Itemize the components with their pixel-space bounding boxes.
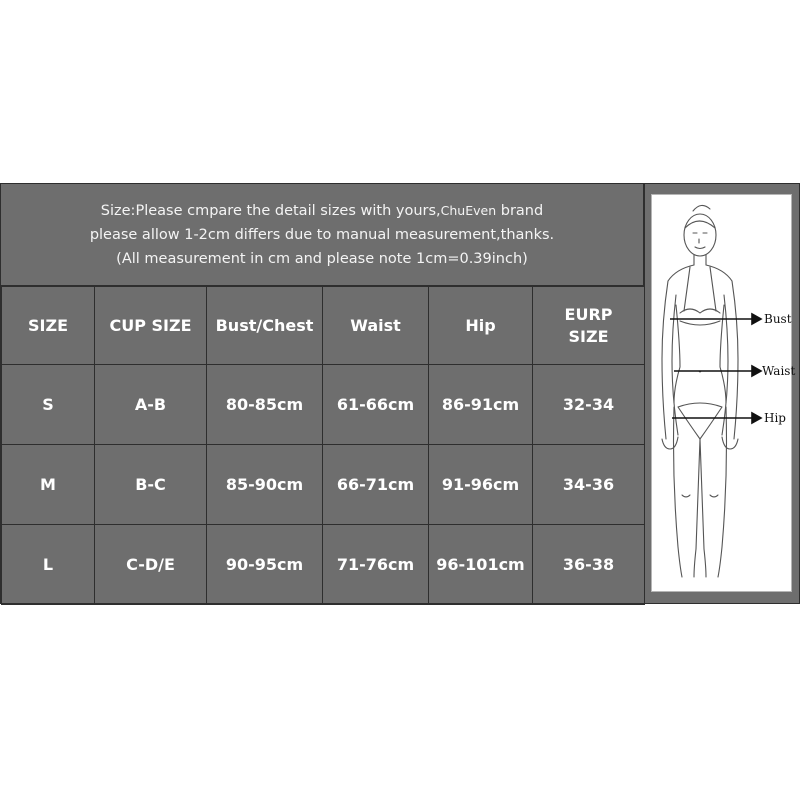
- cell-hip: 91-96cm: [429, 445, 533, 525]
- cell-cup-size: B-C: [95, 445, 207, 525]
- hip-label: Hip: [764, 411, 786, 425]
- notice-line-1-prefix: Size:Please cmpare the detail sizes with yours,: [100, 202, 441, 219]
- size-chart: [0, 183, 800, 604]
- measurement-figure-panel: [644, 184, 799, 603]
- cell-waist: 71-76cm: [323, 525, 429, 605]
- bust-arrow-icon: [752, 314, 761, 324]
- cell-waist: 66-71cm: [323, 445, 429, 525]
- cell-size: S: [2, 365, 95, 445]
- notice-line-1: [101, 199, 543, 223]
- header-eurp-size: EURP SIZE: [533, 287, 645, 365]
- cell-bust: 80-85cm: [207, 365, 323, 445]
- notice-line-3: (All measurement in cm and please note 1cm=0.39inch): [116, 250, 528, 267]
- cell-bust: 85-90cm: [207, 445, 323, 525]
- cell-waist: 61-66cm: [323, 365, 429, 445]
- table-header-row: [2, 287, 645, 365]
- cell-size: L: [2, 525, 95, 605]
- waist-arrow-icon: [752, 366, 761, 376]
- waist-label: Waist: [762, 364, 796, 378]
- brand-name: ChuEven: [440, 202, 497, 218]
- header-cup-size: CUP SIZE: [95, 287, 207, 365]
- header-bust-chest: Bust/Chest: [207, 287, 323, 365]
- cell-bust: 90-95cm: [207, 525, 323, 605]
- hip-arrow-icon: [752, 413, 761, 423]
- cell-eurp-size: 36-38: [533, 525, 645, 605]
- measurement-figure: [651, 194, 796, 592]
- cell-eurp-size: 34-36: [533, 445, 645, 525]
- header-waist: Waist: [323, 287, 429, 365]
- cell-cup-size: C-D/E: [95, 525, 207, 605]
- size-table: [1, 286, 645, 605]
- notice-line-1-suffix: brand: [496, 202, 544, 219]
- cell-size: M: [2, 445, 95, 525]
- size-notice: [1, 184, 644, 286]
- cell-cup-size: A-B: [95, 365, 207, 445]
- body-outline-illustration: [652, 195, 796, 593]
- table-row: [2, 525, 645, 605]
- cell-hip: 86-91cm: [429, 365, 533, 445]
- cell-eurp-size: 32-34: [533, 365, 645, 445]
- table-row: [2, 365, 645, 445]
- bust-label: Bust: [764, 312, 792, 326]
- header-hip: Hip: [429, 287, 533, 365]
- cell-hip: 96-101cm: [429, 525, 533, 605]
- header-size: SIZE: [2, 287, 95, 365]
- notice-line-2: please allow 1-2cm differs due to manual measurement,thanks.: [89, 226, 555, 243]
- table-row: [2, 445, 645, 525]
